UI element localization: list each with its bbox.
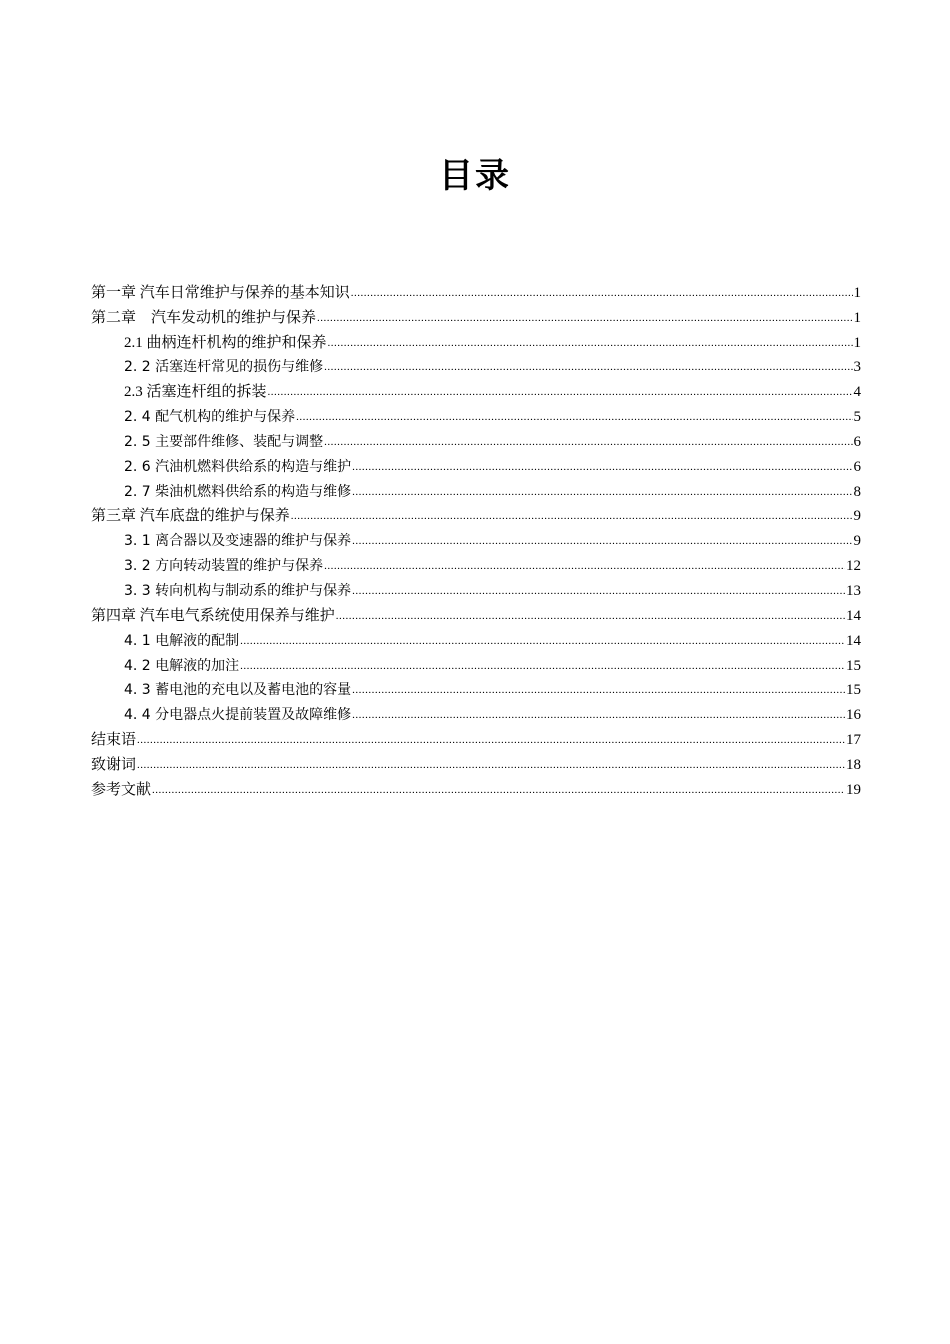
toc-entry-label: 2.1 曲柄连杆机构的维护和保养 bbox=[124, 334, 327, 351]
toc-leader-dots bbox=[324, 435, 852, 449]
toc-entry-page: 6 bbox=[853, 458, 861, 475]
toc-entry-label: 3. 1 离合器以及变速器的维护与保养 bbox=[124, 533, 352, 550]
toc-entry-page: 18 bbox=[846, 756, 861, 773]
toc-entry-page: 12 bbox=[846, 558, 861, 575]
toc-entry[interactable] bbox=[91, 700, 861, 725]
toc-entry[interactable] bbox=[91, 576, 861, 601]
toc-entry-label: 2. 5 主要部件维修、装配与调整 bbox=[124, 433, 324, 450]
toc-entry[interactable] bbox=[91, 626, 861, 651]
toc-leader-dots bbox=[352, 708, 845, 722]
toc-entry[interactable] bbox=[91, 502, 861, 527]
toc-entry-label: 4. 2 电解液的加注 bbox=[124, 657, 240, 674]
toc-entry-page: 1 bbox=[853, 309, 861, 326]
toc-entry-page: 1 bbox=[853, 284, 861, 301]
toc-entry-page: 1 bbox=[853, 334, 861, 351]
toc-entry-page: 14 bbox=[846, 607, 861, 624]
toc-entry[interactable] bbox=[91, 477, 861, 502]
toc-entry[interactable] bbox=[91, 402, 861, 427]
table-of-contents bbox=[91, 278, 861, 800]
toc-entry-page: 19 bbox=[846, 781, 861, 798]
page-title: 目录 bbox=[439, 156, 511, 196]
toc-leader-dots bbox=[137, 758, 845, 772]
toc-entry-label: 结束语 bbox=[91, 732, 137, 749]
toc-entry-label: 致谢词 bbox=[91, 756, 137, 773]
toc-entry-page: 15 bbox=[846, 657, 861, 674]
toc-entry-page: 6 bbox=[853, 433, 861, 450]
toc-entry-page: 4 bbox=[853, 384, 861, 401]
toc-entry-label: 2.3 活塞连杆组的拆装 bbox=[124, 384, 267, 401]
toc-leader-dots bbox=[352, 584, 845, 598]
toc-entry-label: 2. 4 配气机构的维护与保养 bbox=[124, 409, 296, 426]
toc-leader-dots bbox=[336, 609, 845, 623]
toc-entry-page: 5 bbox=[853, 409, 861, 426]
toc-leader-dots bbox=[317, 311, 852, 325]
toc-entry-page: 9 bbox=[853, 533, 861, 550]
toc-entry-page: 15 bbox=[846, 682, 861, 699]
toc-entry[interactable] bbox=[91, 303, 861, 328]
toc-entry-page: 13 bbox=[846, 582, 861, 599]
toc-entry[interactable] bbox=[91, 725, 861, 750]
toc-entry-label: 第四章 汽车电气系统使用保养与维护 bbox=[91, 607, 335, 624]
toc-leader-dots bbox=[291, 509, 853, 523]
toc-entry[interactable] bbox=[91, 328, 861, 353]
toc-leader-dots bbox=[268, 385, 853, 399]
toc-entry[interactable] bbox=[91, 750, 861, 775]
toc-entry-page: 9 bbox=[853, 508, 861, 525]
toc-leader-dots bbox=[240, 634, 845, 648]
toc-entry-page: 17 bbox=[846, 732, 861, 749]
toc-leader-dots bbox=[352, 485, 852, 499]
toc-entry[interactable] bbox=[91, 526, 861, 551]
toc-entry-label: 第三章 汽车底盘的维护与保养 bbox=[91, 508, 290, 525]
toc-entry[interactable] bbox=[91, 377, 861, 402]
toc-entry-page: 14 bbox=[846, 632, 861, 649]
toc-entry[interactable] bbox=[91, 775, 861, 800]
toc-entry[interactable] bbox=[91, 278, 861, 303]
toc-entry-label: 4. 1 电解液的配制 bbox=[124, 632, 240, 649]
toc-entry[interactable] bbox=[91, 353, 861, 378]
toc-entry-label: 4. 4 分电器点火提前装置及故障维修 bbox=[124, 707, 352, 724]
toc-leader-dots bbox=[324, 559, 845, 573]
toc-entry[interactable] bbox=[91, 551, 861, 576]
toc-leader-dots bbox=[152, 783, 845, 797]
toc-leader-dots bbox=[328, 336, 853, 350]
toc-entry[interactable] bbox=[91, 651, 861, 676]
toc-entry-label: 4. 3 蓄电池的充电以及蓄电池的容量 bbox=[124, 682, 352, 699]
toc-entry-label: 第二章 汽车发动机的维护与保养 bbox=[91, 309, 317, 326]
toc-leader-dots bbox=[324, 360, 852, 374]
toc-leader-dots bbox=[240, 659, 845, 673]
toc-entry-label: 2. 6 汽油机燃料供给系的构造与维护 bbox=[124, 458, 352, 475]
toc-entry-label: 第一章 汽车日常维护与保养的基本知识 bbox=[91, 284, 350, 301]
toc-leader-dots bbox=[296, 410, 852, 424]
toc-entry-label: 参考文献 bbox=[91, 781, 152, 798]
toc-entry[interactable] bbox=[91, 676, 861, 701]
toc-entry-page: 3 bbox=[853, 359, 861, 376]
toc-entry-label: 2. 2 活塞连杆常见的损伤与维修 bbox=[124, 359, 324, 376]
toc-entry-page: 16 bbox=[846, 707, 861, 724]
toc-leader-dots bbox=[352, 460, 852, 474]
toc-entry-label: 3. 2 方向转动装置的维护与保养 bbox=[124, 558, 324, 575]
toc-entry-page: 8 bbox=[853, 483, 861, 500]
toc-entry-label: 3. 3 转向机构与制动系的维护与保养 bbox=[124, 582, 352, 599]
toc-entry[interactable] bbox=[91, 427, 861, 452]
toc-leader-dots bbox=[352, 534, 852, 548]
toc-entry-label: 2. 7 柴油机燃料供给系的构造与维修 bbox=[124, 483, 352, 500]
toc-leader-dots bbox=[137, 733, 845, 747]
toc-entry[interactable] bbox=[91, 601, 861, 626]
toc-entry[interactable] bbox=[91, 452, 861, 477]
toc-leader-dots bbox=[352, 683, 845, 697]
toc-leader-dots bbox=[351, 286, 853, 300]
